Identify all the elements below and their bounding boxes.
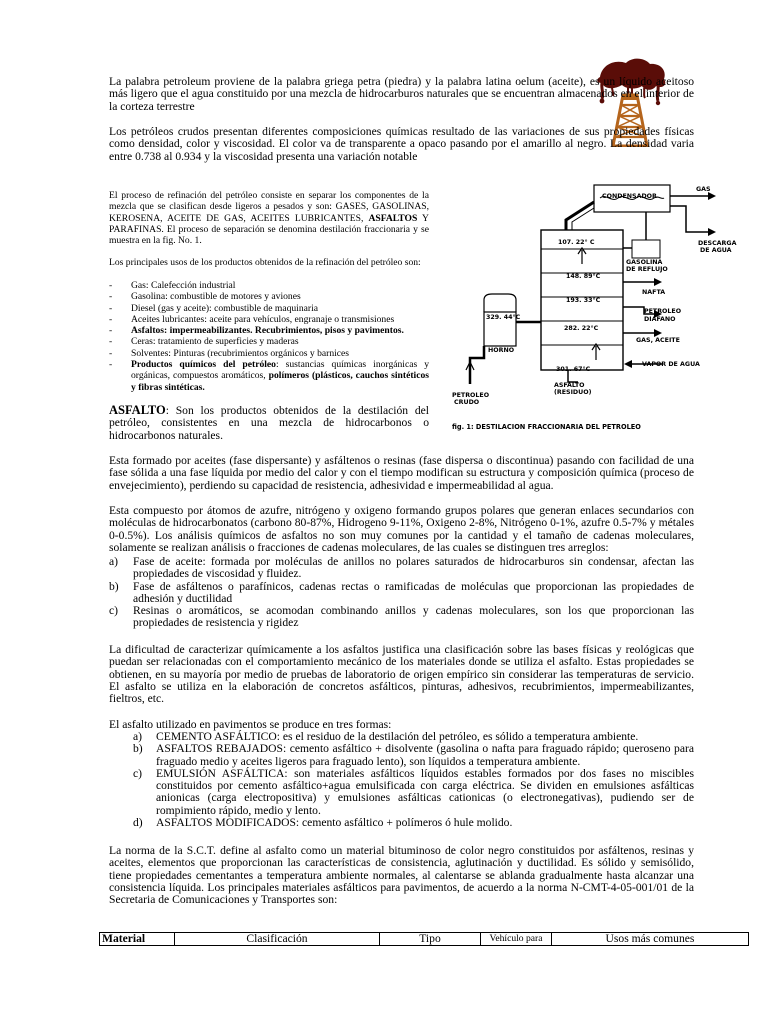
list-marker: c) [109, 604, 119, 618]
list-item [109, 336, 429, 347]
list-item [109, 605, 694, 630]
list-item-text: EMULSIÓN ASFÁLTICA: son materiales asfálticos líquidos estables formados por dos fases no miscibles constituidos por cemento asfáltico+agua emulsificada con carga eléctrica. Se dividen en emulsiones asfálticas anionicas (carga electropositiva) y emulsiones asfálticas cationicas (o electronegativas), pudiendo ser de rompimiento rápido, medio y lento. [156, 766, 694, 817]
paragraph-dificultad: La dificultad de caracterizar químicamente a los asfaltos justifica una clasificación sobre las bases físicas y reológicas que puedan ser relacionadas con el comportamiento mecánico de los materiales donde se utiliza el asfalto. Estas propiedades se obtienen, en su mayoría por medio de pruebas de laboratorio de origen empírico sin considerar las temperaturas de servicio. El asfalto se utiliza en la elaboración de concretos asfálticos, pinturas, adhesivos, recubrimientos, impermeabilizantes, fieltros, etc. [109, 643, 694, 706]
list-item [109, 303, 429, 314]
list-item [133, 817, 694, 829]
label-horno: HORNO [488, 347, 515, 354]
paragraph-composicion: Esta compuesto por átomos de azufre, nitrógeno y oxigeno formando grupos polares que generan enlaces secundarios con moléculas de hidrocarbonatos (carbono 80-87%, Hidrogeno 9-11%, Oxigeno 2-8%, Nitrógeno 0-1%, azufre 0.5-7% y métales 0-0.5%). Los análisis químicos de asfaltos no son muy comunes por la cantidad y el tamaño de cadenas moleculares, solamente se realizan análisis o fracciones de cadenas moleculares, de las cuales se distinguen tres arreglos: [109, 504, 694, 554]
label-descarga-2: DE AGUA [700, 247, 732, 254]
list-marker: b) [133, 742, 143, 756]
list-item-text: Gas: Calefección industrial [131, 280, 236, 291]
distillation-diagram [446, 182, 746, 434]
label-temp-5: 301. 67°C [556, 366, 591, 373]
list-item [109, 291, 429, 302]
list-marker: - [109, 291, 113, 303]
label-temp-3: 193. 33°C [566, 297, 601, 304]
label-petroleo-diafano-1: PETROLEO [644, 308, 682, 315]
label-gasolina-reflujo-1: GASOLINA [626, 259, 663, 266]
table-header-tipo: Tipo [380, 933, 481, 946]
list-marker: - [109, 347, 113, 359]
list-marker: c) [133, 766, 143, 780]
usos-intro: Los principales usos de los productos obtenidos de la refinación del petróleo son: [109, 257, 421, 268]
label-temp-1: 107. 22° C [558, 239, 595, 246]
list-item-text: ASFALTOS REBAJADOS: cemento asfáltico + disolvente (gasolina o nafta para fraguado rápido; queroseno para fraguado medio y aceites ligeros para fraguado lento), son líquidos a temperatura ambiente. [156, 742, 694, 768]
table-header-clasificacion: Clasificación [175, 933, 380, 946]
list-item-bold-1: Productos químicos del petróleo [131, 359, 276, 371]
asfalto-definition [109, 404, 429, 442]
list-item-text: Resinas o aromáticos, se acomodan combinando anillos y cadenas moleculares, son los que proporcionan las propiedades de resistencia y rigidez [133, 604, 694, 630]
list-item [109, 325, 429, 336]
list-marker: - [109, 336, 113, 348]
label-descarga-1: DESCARGA [698, 240, 737, 247]
label-gasolina-reflujo-2: DE REFLUJO [626, 266, 668, 273]
list-item-text: Solventes: Pinturas (recubrimientos orgánicos y barnices [131, 347, 350, 359]
list-item-text: Asfaltos: impermeabilizantes. Recubrimientos, pisos y pavimentos. [131, 325, 404, 337]
list-item [109, 581, 694, 606]
list-item [109, 359, 429, 393]
list-marker: - [109, 325, 113, 337]
paragraph-norma: La norma de la S.C.T. define al asfalto como un material bituminoso de color negro constituidos por asfáltenos, resinas y aceites, elementos que proporcionan las características de consistencia, aglutinación y ductilidad. Es sólido y semisólido, tiene propiedades cementantes a temperatura ambiente normales, al calentarse se ablanda gradualmente hasta alcanzar una consistencia líquida. Los principales materiales asfálticos para pavimentos, de acuerdo a la norma N-CMT-4-05-001/01 de la Secretaria de Comunicaciones y Transportes son: [109, 844, 694, 907]
list-item [109, 280, 429, 291]
list-item [109, 314, 429, 325]
label-nafta: NAFTA [642, 289, 666, 296]
label-crudo-2: CRUDO [454, 399, 480, 406]
list-marker: - [109, 359, 113, 371]
table-header-usos: Usos más comunes [552, 933, 749, 946]
usos-list [109, 280, 429, 393]
intro-paragraph-2: Los petróleos crudos presentan diferentes composiciones químicas resultado de las variaciones de sus propiedades físicas como densidad, color y viscosidad. El color va de transparente a opaco pasando por el amarillo al negro. La densidad varia entre 0.738 al 0.934 y la viscosidad presenta una variación notable [109, 125, 694, 163]
label-asfalto-2: (RESIDUO) [554, 389, 592, 396]
label-gas-aceite: GAS, ACEITE [636, 337, 680, 344]
arreglos-list [109, 556, 694, 630]
list-item [109, 556, 694, 581]
list-marker: b) [109, 579, 119, 593]
list-item-text: Ceras: tratamiento de superficies y maderas [131, 336, 299, 348]
intro-paragraph-1: La palabra petroleum proviene de la palabra griega petra (piedra) y la palabra latina oelum (aceite), es un líquido aceitoso más ligero que el agua constituido por una mezcla de hidrocarburos naturales que se encuentran almacenados en el interior de la corteza terrestre [109, 75, 694, 113]
list-marker: a) [133, 730, 143, 743]
list-item-text: Gasolina: combustible de motores y aviones [131, 291, 301, 303]
refinacion-text-bold: ASFALTOS [368, 212, 418, 224]
table-header-material: Material [100, 933, 175, 946]
list-item-text: Fase de asfáltenos o parafínicos, cadenas rectas o ramificadas de moléculas que proporcionan las propiedades de adhesión y ductilidad [133, 579, 694, 605]
list-item-text: CEMENTO ASFÁLTICO: es el residuo de la destilación del petróleo, es sólido a temperatura ambiente. [156, 730, 639, 743]
list-item-text: ASFALTOS MODIFICADOS: cemento asfáltico + polímeros ó hule molido. [156, 816, 513, 830]
asfalto-definition-text: : Son los productos obtenidos de la destilación del petróleo, consistentes en una mezcla de hidrocarbonos o hidrocarbonos naturales. [109, 404, 429, 442]
materials-table [99, 932, 749, 946]
list-item-text: Aceites lubricantes: aceite para vehículos, engranaje o transmisiones [131, 313, 395, 325]
label-temp-horno: 329. 44°C [486, 314, 521, 321]
list-item-bold-2: polímeros (plásticos, cauchos sintéticos y fibras sintéticas. [131, 370, 429, 393]
list-item [109, 348, 429, 359]
label-temp-2: 148. 89°C [566, 273, 601, 280]
list-item [133, 768, 694, 817]
list-marker: d) [133, 816, 143, 830]
label-vapor-agua: VAPOR DE AGUA [642, 361, 700, 368]
list-item-text: Diesel (gas y aceite): combustible de maquinaria [131, 302, 319, 314]
label-condensador: CONDENSADOR [602, 193, 657, 200]
list-marker: - [109, 280, 113, 291]
label-asfalto-1: ASFALTO [554, 382, 585, 389]
refinacion-paragraph [109, 190, 429, 246]
list-item-text: Fase de aceite: formada por moléculas de anillos no polares saturados de hidrocarburos sin condensar, afectan las propiedades de viscosidad y fluidez. [133, 555, 694, 581]
list-marker: a) [109, 555, 119, 568]
table-header-row [100, 933, 749, 946]
label-petroleo-diafano-2: DIAFANO [644, 316, 676, 323]
label-crudo-1: PETROLEO [452, 392, 490, 399]
paragraph-formas: El asfalto utilizado en pavimentos se produce en tres formas: [109, 718, 392, 731]
refinacion-text-post: Y PARAFINAS. El proceso de separación se denomina destilación fraccionaria y se muestra en la fig. No. 1. [109, 212, 429, 247]
formas-list [133, 731, 694, 829]
paragraph-fase: Esta formado por aceites (fase dispersante) y asfáltenos o resinas (fase dispersa o discontinua) pasando con facilidad de una fase sólida a una fase líquida por medio del calor y con el tiempo modifican su estructura y composición química (proceso de envejecimiento), perdiendo su capacidad de resistencia, adhesividad e impermeabilidad al agua. [109, 454, 694, 492]
asfalto-term: ASFALTO [109, 403, 166, 417]
refinacion-text-pre: El proceso de refinación del petróleo consiste en separar los componentes de la mezcla que se clasifican desde ligeros a pesados y son: GASES, GASOLINAS, KEROSENA, ACEITE DE GAS, ACEITES LUBRICANTES, [109, 190, 429, 224]
list-marker: - [109, 302, 113, 314]
list-item [133, 743, 694, 768]
list-marker: - [109, 313, 113, 325]
figure-caption: fig. 1: DESTILACION FRACCIONARIA DEL PETROLEO [452, 423, 641, 431]
distillation-figure [446, 182, 746, 434]
label-gas: GAS [696, 186, 711, 193]
table-header-vehiculo: Vehículo para [481, 933, 552, 946]
list-item-text: : sustancias químicas inorgánicas y orgánicas, compuestos aromáticos, [131, 359, 429, 382]
label-temp-4: 282. 22°C [564, 325, 599, 332]
